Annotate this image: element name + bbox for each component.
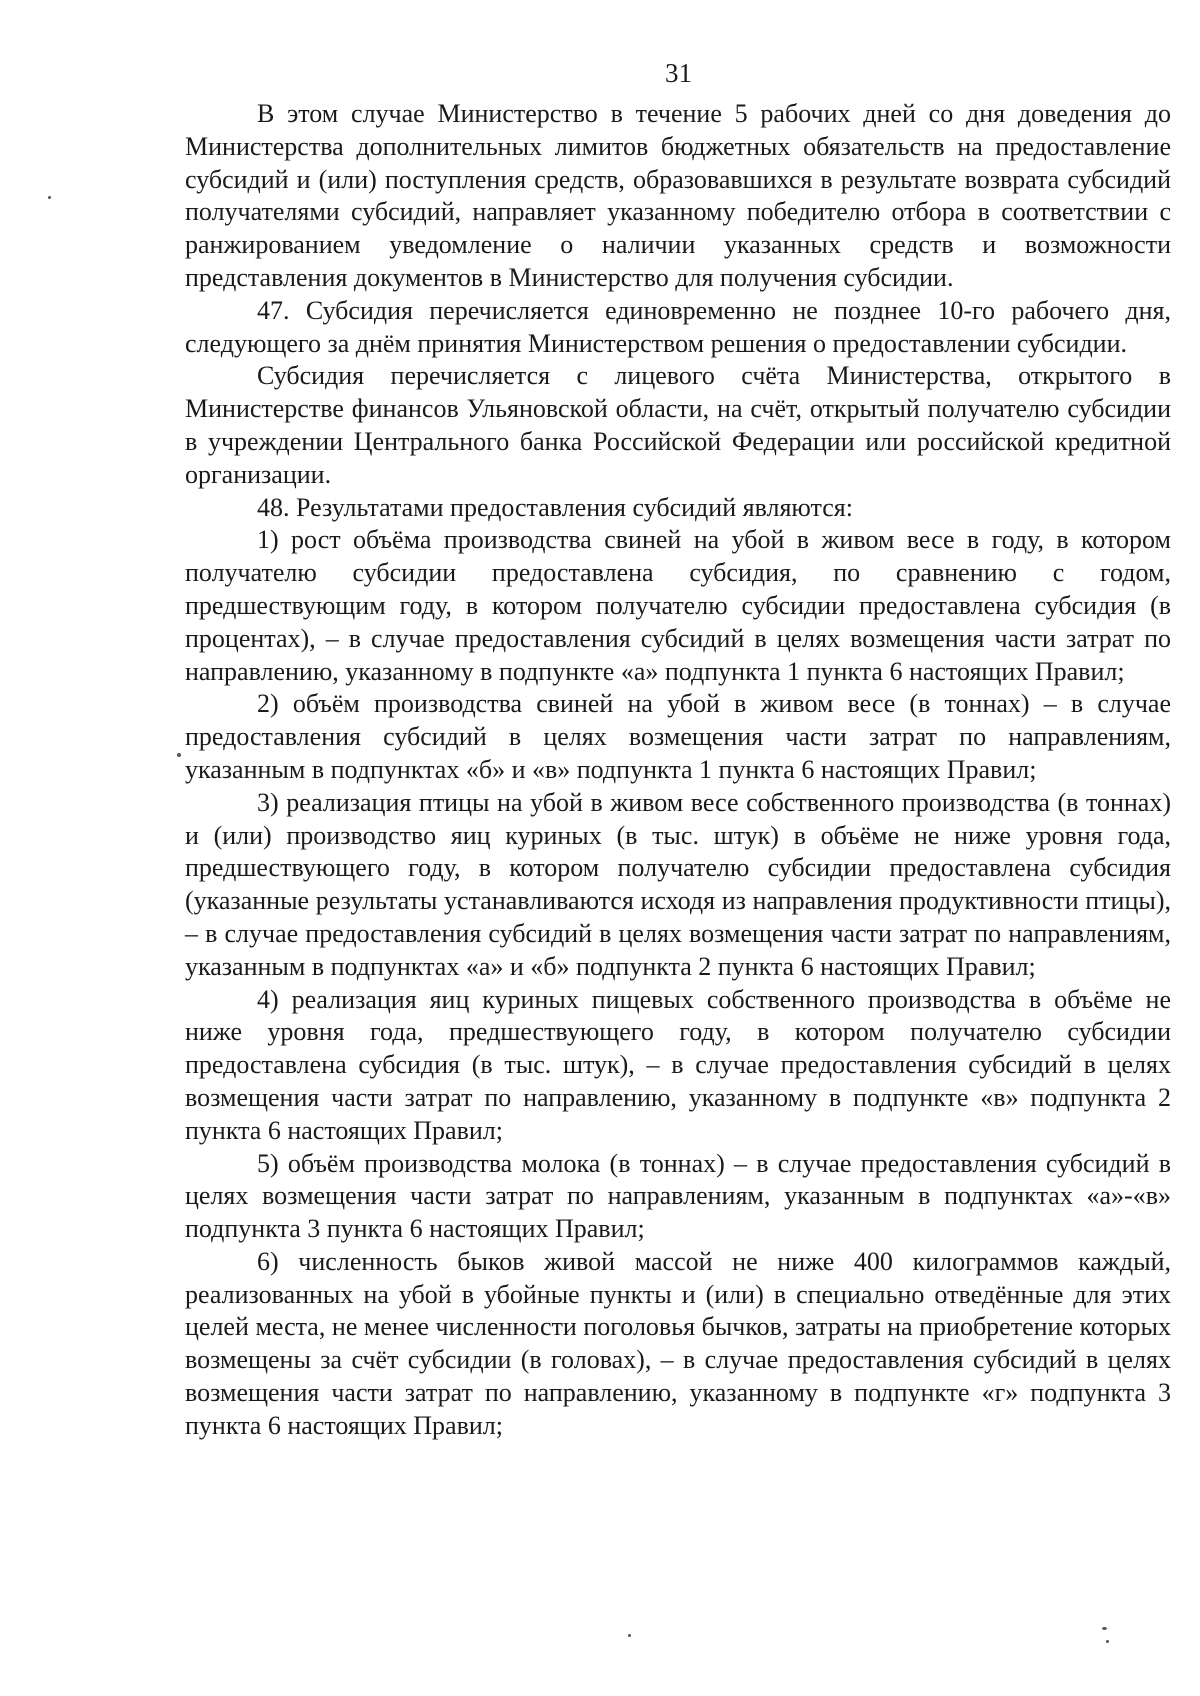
document-body	[185, 98, 1171, 1443]
list-item-2: 2) объём производства свиней на убой в живом весе (в тоннах) – в случае предоставления субсидий в целях возмещения части затрат по направлениям, указанным в подпунктах «б» и «в» подпункта 1 пункта 6 настоящих Правил;	[185, 689, 1171, 784]
list-item-5: 5) объём производства молока (в тоннах) – в случае предоставления субсидий в целях возмещения части затрат по направлениям, указанным в подпунктах «а»-«в» подпункта 3 пункта 6 настоящих Правил;	[185, 1148, 1171, 1244]
list-item-6: 6) численность быков живой массой не ниже 400 килограммов каждый, реализованных на убой в убойные пункты и (или) в специально отведённые для этих целей места, не менее численности поголовья бычков, затраты на приобретение которых возмещены за счёт субсидии (в головах), – в случае предоставления субсидий в целях возмещения части затрат по направлению, указанному в подпункте «г» подпункта 3 пункта 6 настоящих Правил;	[185, 1246, 1171, 1440]
scan-speck	[177, 753, 181, 757]
scan-speck	[1106, 1640, 1109, 1643]
page-number: 31	[665, 58, 692, 88]
list-item-4: 4) реализация яиц куриных пищевых собственного производства в объёме не ниже уровня года, предшествующего году, в котором получателю субсидии предоставлена субсидия (в тыс. штук), – в случае предоставления субсидий в целях возмещения части затрат по направлению, указанному в подпункте «в» подпункта 2 пункта 6 настоящих Правил;	[185, 984, 1171, 1145]
list-item-3: 3) реализация птицы на убой в живом весе собственного производства (в тоннах) и (или) производство яиц куриных (в тыс. штук) в объёме не ниже уровня года, предшествующего году, в котором получателю субсидии предоставлена субсидия (указанные результаты устанавливаются исходя из направления продуктивности птицы), – в случае предоставления субсидий в целях возмещения части затрат по направлениям, указанным в подпунктах «а» и «б» подпункта 2 пункта 6 настоящих Правил;	[185, 787, 1171, 981]
scan-speck	[628, 1634, 631, 1637]
paragraph-47: 47. Субсидия перечисляется единовременно не позднее 10-го рабочего дня, следующего за днём принятия Министерством решения о предоставлении субсидии.	[185, 295, 1171, 358]
paragraph-transfer-account: Субсидия перечисляется с лицевого счёта Министерства, открытого в Министерстве финансов Ульяновской области, на счёт, открытый получателю субсидии в учреждении Центрального банка Российской Федерации или российской кредитной организации.	[185, 361, 1171, 489]
paragraph-48: 48. Результатами предоставления субсидий являются:	[257, 492, 853, 522]
scan-speck	[1102, 1627, 1107, 1630]
paragraph-notification: В этом случае Министерство в течение 5 рабочих дней со дня доведения до Министерства дополнительных лимитов бюджетных обязательств на предоставление субсидий и (или) поступления средств, образовавшихся в результате возврата субсидий получателями субсидий, направляет указанному победителю отбора в соответствии с ранжированием уведомление о наличии указанных средств и возможности представления документов в Министерство для получения субсидии.	[185, 99, 1171, 292]
scan-speck	[48, 196, 51, 199]
list-item-1: 1) рост объёма производства свиней на убой в живом весе в году, в котором получателю субсидии предоставлена субсидия, по сравнению с годом, предшествующим году, в котором получателю субсидии предоставлена субсидия (в процентах), – в случае предоставления субсидий в целях возмещения части затрат по направлению, указанному в подпункте «а» подпункта 1 пункта 6 настоящих Правил;	[185, 525, 1171, 686]
